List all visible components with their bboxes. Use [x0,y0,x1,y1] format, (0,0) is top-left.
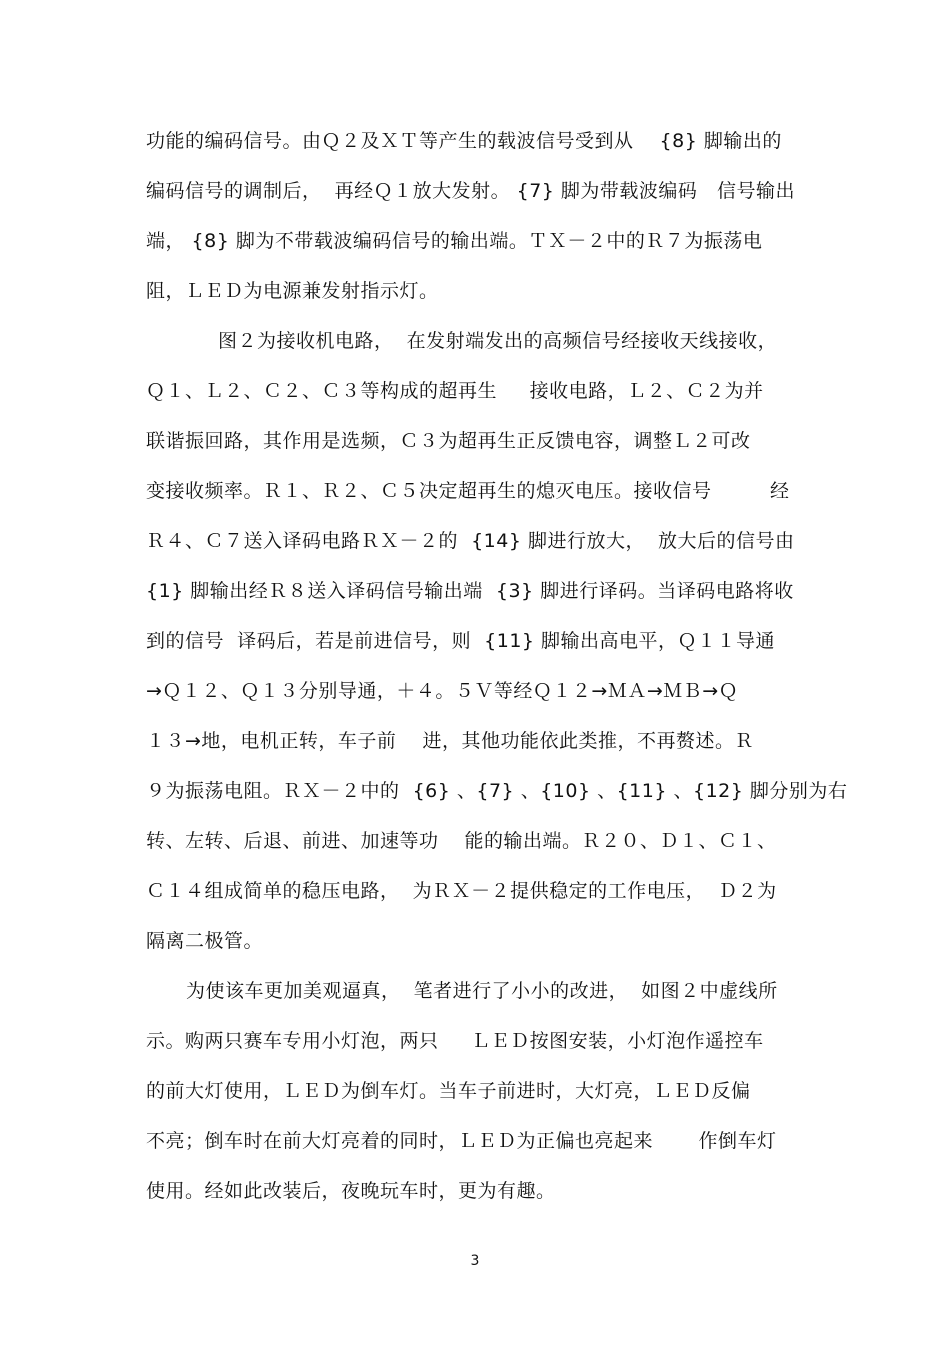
text-line: 转、左转、后退、前进、加速等功 能的输出端。Ｒ２０、Ｄ１、Ｃ１、 [146,830,777,852]
text-line: 阻，ＬＥＤ为电源兼发射指示灯。 [146,280,439,302]
text-line: 功能的编码信号。由Ｑ２及ＸＴ等产生的载波信号受到从 {8} 脚输出的 [146,130,782,152]
text-line: 到的信号 译码后，若是前进信号，则 {11} 脚输出高电平，Ｑ１１导通 [146,630,776,652]
text-line: 编码信号的调制后， 再经Ｑ１放大发射。 {7} 脚为带载波编码 信号输出 [146,180,796,202]
text-line: 为使该车更加美观逼真， 笔者进行了小小的改进， 如图２中虚线所 [186,980,778,1002]
text-line: 使用。经如此改装后，夜晚玩车时，更为有趣。 [146,1180,556,1202]
text-line: Ｒ４、Ｃ７送入译码电路ＲＸ－２的 {14} 脚进行放大， 放大后的信号由 [146,530,795,552]
text-line: 变接收频率。Ｒ１、Ｒ２、Ｃ５决定超再生的熄灭电压。接收信号 经 [146,480,790,502]
text-line: {1} 脚输出经Ｒ８送入译码信号输出端 {3} 脚进行译码。当译码电路将收 [146,580,794,602]
text-line: 联谐振回路，其作用是选频，Ｃ３为超再生正反馈电容，调整Ｌ２可改 [146,430,751,452]
text-line: １３→地，电机正转，车子前 进，其他功能依此类推，不再赘述。Ｒ [146,730,754,752]
text-line: 图２为接收机电路， 在发射端发出的高频信号经接收天线接收， [218,330,778,352]
text-line: 的前大灯使用，ＬＥＤ为倒车灯。当车子前进时，大灯亮，ＬＥＤ反偏 [146,1080,751,1102]
text-line: 不亮；倒车时在前大灯亮着的同时，ＬＥＤ为正偏也亮起来 作倒车灯 [146,1130,777,1152]
text-line: 端， {8} 脚为不带载波编码信号的输出端。ＴＸ－２中的Ｒ７为振荡电 [146,230,763,252]
text-line: 隔离二极管。 [146,930,264,952]
text-line: Ｃ１４组成简单的稳压电路， 为ＲＸ－２提供稳定的工作电压， Ｄ２为 [146,880,777,902]
page-number: 3 [470,1253,480,1269]
text-line: →Ｑ１２、Ｑ１３分别导通，＋４。５Ｖ等经Ｑ１２→ＭＡ→ＭＢ→Ｑ [146,680,739,702]
text-line: 示。购两只赛车专用小灯泡，两只 ＬＥＤ按图安装，小灯泡作遥控车 [146,1030,764,1052]
text-line: Ｑ１、Ｌ２、Ｃ２、Ｃ３等构成的超再生 接收电路，Ｌ２、Ｃ２为并 [146,380,764,402]
text-line: ９为振荡电阻。ＲＸ－２中的 {6} 、{7} 、{10} 、{11} 、{12} 脚分别为右 [146,780,848,802]
